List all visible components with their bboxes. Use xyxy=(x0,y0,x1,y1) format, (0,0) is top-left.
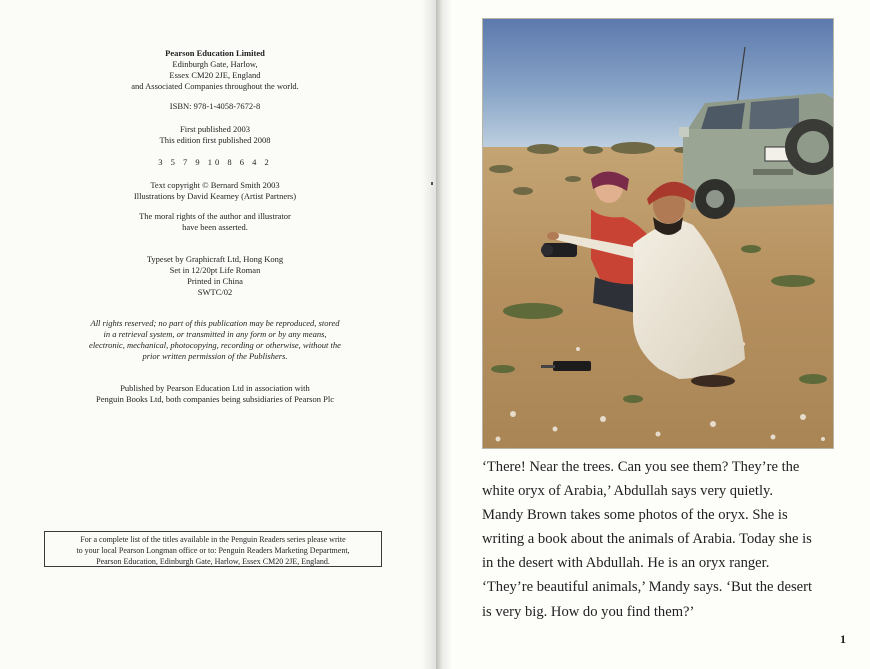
rights-line: All rights reserved; no part of this publication may be reproduced, stored xyxy=(90,318,340,328)
moral-rights-line: The moral rights of the author and illustrator xyxy=(139,211,291,221)
edition-line: This edition first published 2008 xyxy=(159,135,271,145)
story-line: ‘They’re beautiful animals,’ Mandy says. ‘But the desert xyxy=(482,579,813,596)
rights-line: prior written permission of the Publishers. xyxy=(142,351,288,361)
story-text xyxy=(482,455,842,624)
typeset-line: SWTC/02 xyxy=(197,287,233,297)
scan-speck xyxy=(431,182,433,185)
typeset-line: Set in 12/20pt Life Roman xyxy=(169,265,261,275)
copyright-line: Illustrations by David Kearney (Artist Partners) xyxy=(133,191,297,201)
publisher-line: Edinburgh Gate, Harlow, xyxy=(172,59,258,69)
illustration-svg xyxy=(483,19,834,449)
published-by-line: Penguin Books Ltd, both companies being subsidiaries of Pearson Plc xyxy=(96,394,334,404)
typeset-line: Printed in China xyxy=(187,276,243,286)
titles-notice-box xyxy=(44,531,382,567)
moral-rights-line: have been asserted. xyxy=(182,222,248,232)
publisher-name: Pearson Education Limited xyxy=(165,48,265,58)
desert-illustration xyxy=(482,18,834,449)
edition-line: First published 2003 xyxy=(180,124,250,134)
edition-block xyxy=(60,124,370,146)
notice-line: Pearson Education, Edinburgh Gate, Harlow, Essex CM20 2JE, England. xyxy=(96,557,330,566)
page-number: 1 xyxy=(840,632,846,646)
notice-line: For a complete list of the titles available in the Penguin Readers series please write xyxy=(80,535,346,544)
notice-line: to your local Pearson Longman office or to: Penguin Readers Marketing Department, xyxy=(76,546,350,555)
typeset-block xyxy=(60,254,370,298)
rights-reserved-block xyxy=(60,318,370,362)
print-line: 3 5 7 9 10 8 6 4 2 xyxy=(158,157,272,167)
isbn-block xyxy=(60,101,370,112)
published-by-line: Published by Pearson Education Ltd in association with xyxy=(120,383,310,393)
rights-line: in a retrieval system, or transmitted in any form or by any means, xyxy=(103,329,327,339)
story-line: white oryx of Arabia,’ Abdullah says very quietly. xyxy=(482,483,773,500)
story-line: Mandy Brown takes some photos of the oryx. She is xyxy=(482,507,788,524)
isbn: ISBN: 978-1-4058-7672-8 xyxy=(169,101,261,111)
story-line: in the desert with Abdullah. He is an oryx ranger. xyxy=(482,555,770,572)
typeset-line: Typeset by Graphicraft Ltd, Hong Kong xyxy=(146,254,284,264)
rights-line: electronic, mechanical, photocopying, recording or otherwise, without the xyxy=(89,340,341,350)
copyright-line: Text copyright © Bernard Smith 2003 xyxy=(150,180,280,190)
publisher-line: and Associated Companies throughout the world. xyxy=(131,81,299,91)
publisher-block xyxy=(60,48,370,92)
copyright-block xyxy=(60,180,370,202)
story-line: ‘There! Near the trees. Can you see them? They’re the xyxy=(482,459,800,475)
published-by-block xyxy=(60,383,370,405)
story-line: is very big. How do you find them?’ xyxy=(482,603,695,620)
moral-rights-block xyxy=(60,211,370,233)
right-page xyxy=(442,0,870,669)
publisher-line: Essex CM20 2JE, England xyxy=(169,70,261,80)
story-line: writing a book about the animals of Arabia. Today she is xyxy=(482,531,812,548)
